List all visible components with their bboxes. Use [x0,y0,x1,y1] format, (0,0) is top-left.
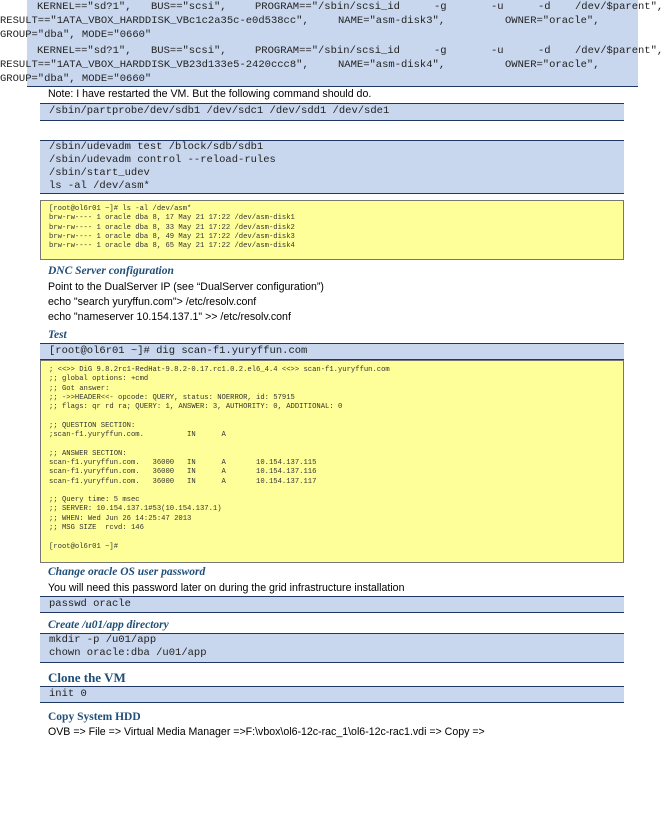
dig-command-box [40,343,624,360]
terminal-line: ;; SERVER: 10.154.137.1#53(10.154.137.1) [49,505,222,514]
password-command-box [40,596,624,613]
udev-rule-segment: -u [491,1,504,13]
udev-rule-segment: /dev/$parent", [575,1,663,13]
clone-command-box [40,686,624,703]
terminal-line [41,533,623,542]
restart-note: Note: I have restarted the VM. But the following command should do. [48,88,372,100]
udev-rule-line [0,58,638,72]
udev-rule-segment: BUS=="scsi", [151,1,227,13]
terminal-line [41,412,623,421]
udev-rule-line [0,72,638,86]
udev-rule-segment: KERNEL=="sd?1", [37,45,132,57]
terminal-line: ;; ANSWER SECTION: [49,449,127,458]
directory-commands-box [40,633,624,663]
terminal-line [41,487,623,496]
dns-heading: DNC Server configuration [48,265,174,277]
udev-rule-segment: BUS=="scsi", [151,45,227,57]
udev-rule-segment: -g [434,45,447,57]
terminal-line: ;scan-f1.yuryffun.com. IN A [49,431,226,440]
terminal-line: brw-rw---- 1 oracle dba 8, 33 May 21 17:22 /dev/asm-disk2 [49,223,295,232]
udev-command: /sbin/udevadm control --reload-rules [49,154,276,166]
udev-rule-segment: /dev/$parent", [575,45,663,57]
asm-listing-terminal [40,200,624,260]
copy-instructions: OVB => File => Virtual Media Manager =>F:\vbox\ol6-12c-rac_1\ol6-12c-rac1.vdi => Copy => [48,726,485,738]
terminal-line: ;; global options: +cmd [49,375,149,384]
terminal-line: ; <<>> DiG 9.8.2rc1-RedHat-9.8.2-0.17.rc1.0.2.el6_4.4 <<>> scan-f1.yuryffun.com [49,366,390,374]
test-heading: Test [48,329,67,341]
terminal-line: brw-rw---- 1 oracle dba 8, 65 May 21 17:22 /dev/asm-disk4 [49,242,295,251]
udev-rule-segment: OWNER="oracle", [505,59,600,71]
udev-rule-segment: KERNEL=="sd?1", [37,1,132,13]
terminal-line: ;; Got answer: [49,384,110,393]
udev-rule-segment: -g [434,1,447,13]
dns-line: echo "nameserver 10.154.137.1" >> /etc/resolv.conf [48,311,291,323]
udev-rule-segment: -u [491,45,504,57]
udev-command: ls -al /dev/asm* [49,180,150,192]
udev-command: /sbin/udevadm test /block/sdb/sdb1 [49,141,264,153]
dig-output-terminal [40,360,624,563]
terminal-line: ;; flags: qr rd ra; QUERY: 1, ANSWER: 3, AUTHORITY: 0, ADDITIONAL: 0 [49,403,343,412]
udev-rule-line [0,0,663,14]
directory-command: mkdir -p /u01/app [49,634,157,646]
udev-rule-segment: PROGRAM=="/sbin/scsi_id [255,1,400,13]
clone-command: init 0 [49,688,87,700]
udev-rule-line [0,28,638,42]
terminal-line: scan-f1.yuryffun.com. 36000 IN A 10.154.137.116 [49,468,317,477]
udev-commands-box [40,140,624,194]
directory-heading: Create /u01/app directory [48,619,169,631]
terminal-line: brw-rw---- 1 oracle dba 8, 17 May 21 17:22 /dev/asm-disk1 [49,214,295,223]
udev-rule-segment: PROGRAM=="/sbin/scsi_id [255,45,400,57]
udev-rule-segment: -d [538,1,551,13]
terminal-line: ;; MSG SIZE rcvd: 146 [49,524,144,533]
terminal-line [41,440,623,449]
terminal-line: ;; QUESTION SECTION: [49,421,136,430]
udev-rule-segment: GROUP="dba", MODE="0660" [0,73,152,85]
terminal-line: ;; Query time: 5 msec [49,496,140,505]
dig-command: [root@ol6r01 ~]# dig scan-f1.yuryffun.com [49,345,308,357]
dns-line: echo "search yuryffun.com"> /etc/resolv.conf [48,296,257,308]
udev-rule-line [0,44,663,58]
terminal-line: brw-rw---- 1 oracle dba 8, 49 May 21 17:22 /dev/asm-disk3 [49,232,295,241]
udev-rule-segment: GROUP="dba", MODE="0660" [0,29,152,41]
password-note: You will need this password later on during the grid infrastructure installation [48,582,405,594]
dns-line: Point to the DualServer IP (see “DualServer configuration”) [48,281,324,293]
terminal-line: ;; ->>HEADER<<- opcode: QUERY, status: NOERROR, id: 57915 [49,393,295,402]
terminal-line: [root@ol6r01 ~]# [49,542,119,551]
partprobe-box [40,103,624,121]
udev-rule-segment: NAME="asm-disk3", [338,15,446,27]
udev-rule-segment: RESULT=="1ATA_VBOX_HARDDISK_VBc1c2a35c-e0d538cc", [0,15,309,27]
partprobe-command: /sbin/partprobe/dev/sdb1 /dev/sdc1 /dev/sdd1 /dev/sde1 [49,105,390,117]
clone-heading: Clone the VM [48,670,126,685]
terminal-line: scan-f1.yuryffun.com. 36000 IN A 10.154.137.117 [49,477,317,486]
directory-command: chown oracle:dba /u01/app [49,647,207,659]
udev-rule-segment: -d [538,45,551,57]
terminal-line: scan-f1.yuryffun.com. 36000 IN A 10.154.137.115 [49,458,317,467]
password-command: passwd oracle [49,598,131,610]
udev-rule-segment: RESULT=="1ATA_VBOX_HARDDISK_VB23d133e5-2420ccc8", [0,59,309,71]
password-heading: Change oracle OS user password [48,566,206,578]
copy-heading: Copy System HDD [48,711,141,723]
udev-rule-line [0,14,638,28]
udev-command: /sbin/start_udev [49,167,150,179]
terminal-line: [root@ol6r01 ~]# ls -al /dev/asm* [49,205,192,213]
terminal-line: ;; WHEN: Wed Jun 26 14:25:47 2013 [49,514,192,523]
udev-rule-segment: NAME="asm-disk4", [338,59,446,71]
udev-rule-segment: OWNER="oracle", [505,15,600,27]
